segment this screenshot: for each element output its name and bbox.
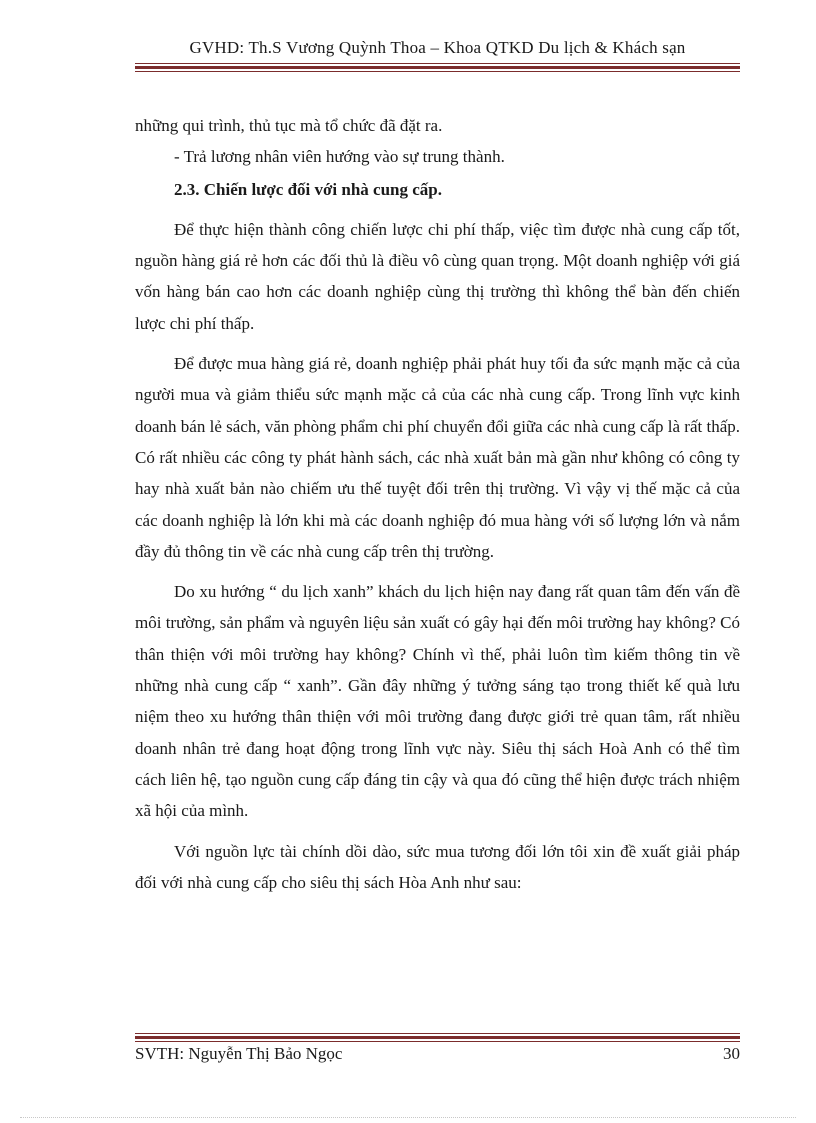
paragraph-bullet: - Trả lương nhân viên hướng vào sự trung thành.	[174, 147, 505, 167]
page-number: 30	[723, 1044, 740, 1063]
paragraph-3: Do xu hướng “ du lịch xanh” khách du lịch hiện nay đang rất quan tâm đến vấn đề môi trường, sản phẩm và nguyên liệu sản xuất có gây hại đến môi trường hay không? Có thân thiện với môi trường hay không? Chính vì thế, phải luôn tìm kiếm thông tin về những nhà cung cấp “ xanh”. Gần đây những ý tưởng sáng tạo trong thiết kế quà lưu niệm theo xu hướng thân thiện với môi trường đang được giới trẻ quan tâm, rất nhiều doanh nhân trẻ đang hoạt động trong lĩnh vực này. Siêu thị sách Hoà Anh có thể tìm cách liên hệ, tạo nguồn cung cấp đáng tin cậy và qua đó cũng thể hiện được trách nhiệm xã hội của mình.	[135, 582, 740, 821]
footer-rule	[135, 1033, 740, 1042]
footer-author: SVTH: Nguyễn Thị Bảo Ngọc	[135, 1044, 343, 1063]
document-body	[135, 110, 740, 898]
paragraph-continuation: những qui trình, thủ tục mà tổ chức đã đặt ra.	[135, 116, 443, 135]
page-header: GVHD: Th.S Vương Quỳnh Thoa – Khoa QTKD Du lịch & Khách sạn	[189, 38, 686, 57]
paragraph-4: Với nguồn lực tài chính dồi dào, sức mua tương đối lớn tôi xin đề xuất giải pháp đối với nhà cung cấp cho siêu thị sách Hòa Anh như sau:	[135, 841, 740, 892]
paragraph-2: Để được mua hàng giá rẻ, doanh nghiệp phải phát huy tối đa sức mạnh mặc cả của người mua và giảm thiểu sức mạnh mặc cả của các nhà cung cấp. Trong lĩnh vực kinh doanh bán lẻ sách, văn phòng phẩm chi phí chuyển đổi giữa các nhà cung cấp là rất thấp. Có rất nhiều các công ty phát hành sách, các nhà xuất bản mà gần như không có công ty hay nhà xuất bản nào chiếm ưu thế tuyệt đối trên thị trường. Vì vậy vị thế mặc cả của các doanh nghiệp là lớn khi mà các doanh nghiệp đó mua hàng với số lượng lớn và nắm đầy đủ thông tin về các nhà cung cấp trên thị trường.	[135, 354, 740, 561]
paragraph-1: Để thực hiện thành công chiến lược chi phí thấp, việc tìm được nhà cung cấp tốt, nguồn hàng giá rẻ hơn các đối thủ là điều vô cùng quan trọng. Một doanh nghiệp với giá vốn hàng bán cao hơn các doanh nghiệp cùng thị trường thì không thể bàn đến chiến lược chi phí thấp.	[135, 219, 740, 333]
header-rule	[135, 63, 740, 72]
section-heading: 2.3. Chiến lược đối với nhà cung cấp.	[174, 179, 443, 199]
page-edge-divider	[20, 1117, 796, 1118]
